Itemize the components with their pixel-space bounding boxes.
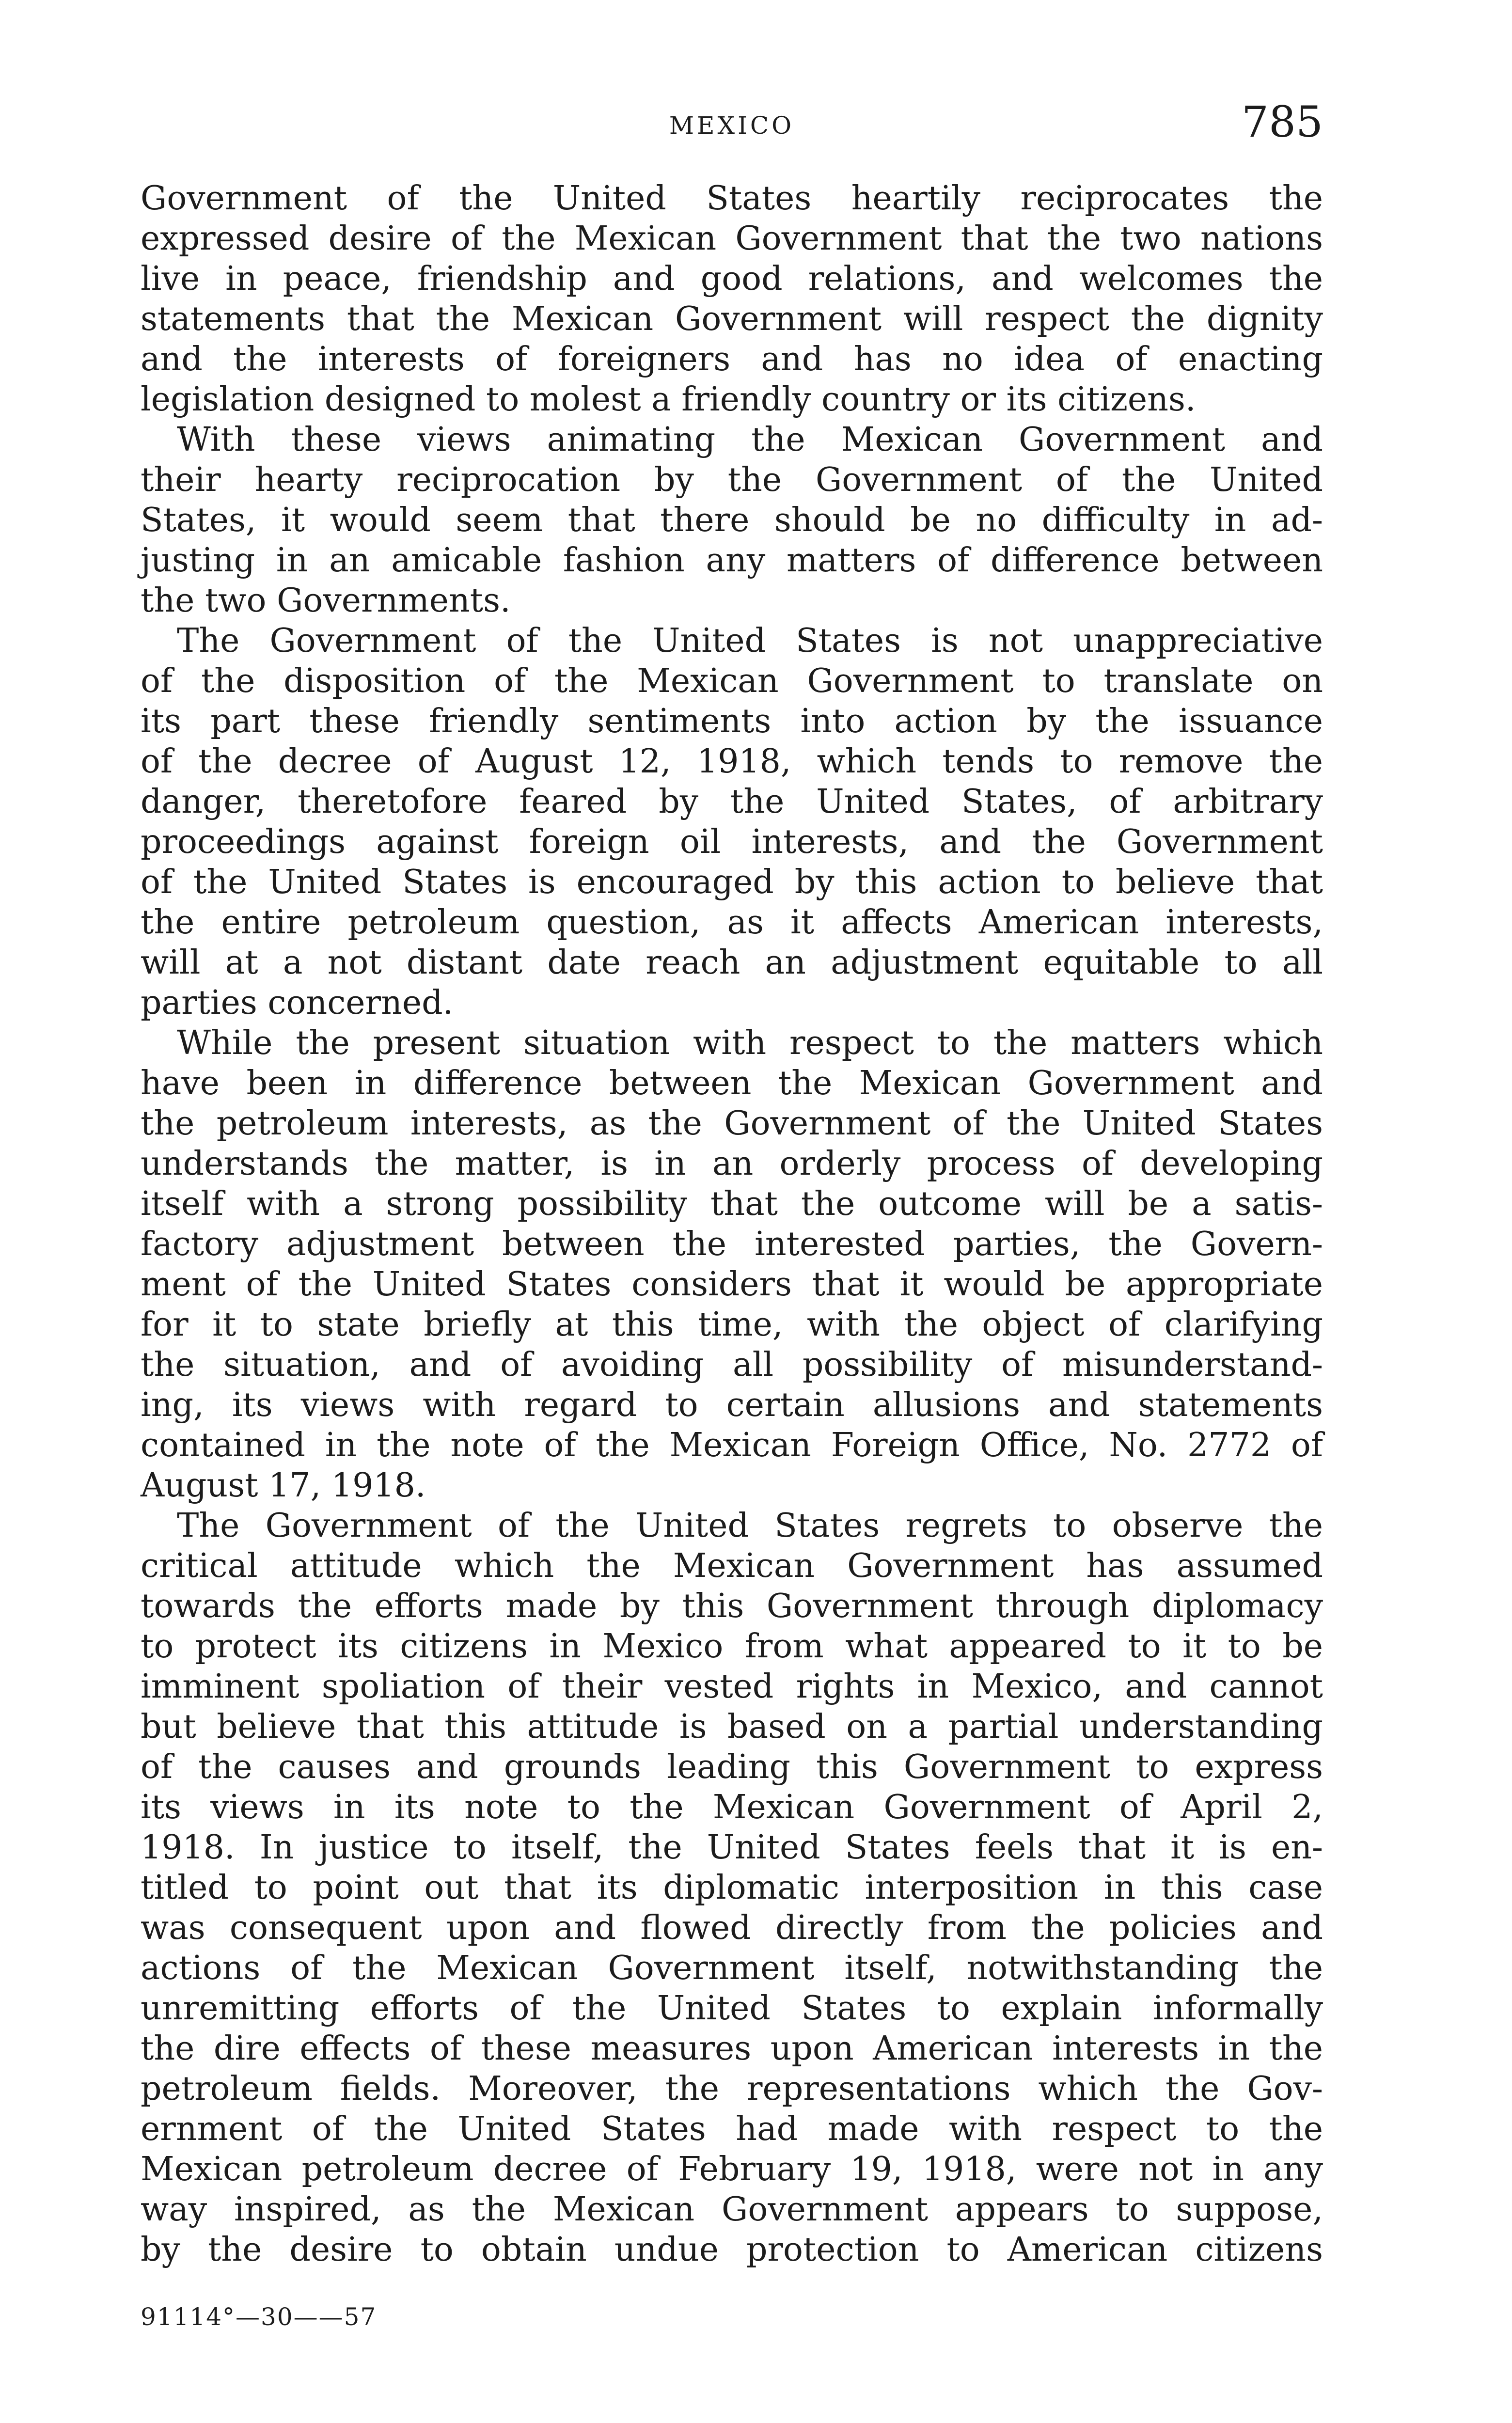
text-line: its views in its note to the Mexican Government of April 2, [141, 1788, 1323, 1826]
text-line: ment of the United States considers that it would be appropriate [141, 1265, 1323, 1304]
text-line: actions of the Mexican Government itself, notwithstanding the [141, 1949, 1323, 1987]
text-line: have been in difference between the Mexican Government and [141, 1064, 1323, 1102]
text-line: contained in the note of the Mexican Foreign Office, No. 2772 of [141, 1426, 1323, 1464]
text-line: imminent spoliation of their vested rights in Mexico, and cannot [141, 1668, 1323, 1706]
text-line: itself with a strong possibility that the outcome will be a satis- [141, 1185, 1323, 1223]
text-line: for it to state briefly at this time, with the object of clarifying [141, 1306, 1323, 1344]
text-line: parties concerned. [141, 984, 454, 1022]
text-line: way inspired, as the Mexican Government appears to suppose, [141, 2190, 1323, 2229]
text-line: by the desire to obtain undue protection to American citizens [141, 2231, 1323, 2269]
text-line: of the disposition of the Mexican Government to translate on [141, 662, 1323, 700]
text-line: expressed desire of the Mexican Government that the two nations [141, 220, 1323, 258]
text-line: August 17, 1918. [141, 1466, 426, 1505]
text-line: ing, its views with regard to certain allusions and statements [141, 1386, 1323, 1424]
text-line: the situation, and of avoiding all possibility of misunderstand- [141, 1346, 1323, 1384]
text-line: justing in an amicable fashion any matters of difference between [141, 541, 1323, 580]
text-line: ernment of the United States had made with respect to the [141, 2110, 1323, 2148]
text-line: titled to point out that its diplomatic interposition in this case [141, 1869, 1323, 1907]
text-line: 1918. In justice to itself, the United States feels that it is en- [141, 1828, 1323, 1867]
text-line: critical attitude which the Mexican Government has assumed [141, 1547, 1323, 1585]
printer-signature-mark: 91114°—30——57 [141, 2303, 377, 2331]
text-line: Government of the United States heartily reciprocates the [141, 179, 1323, 218]
text-line: live in peace, friendship and good relations, and welcomes the [141, 260, 1323, 298]
section-title: MEXICO [669, 111, 795, 140]
text-line: the entire petroleum question, as it affects American interests, [141, 903, 1323, 942]
text-line: Mexican petroleum decree of February 19, 1918, were not in any [141, 2150, 1323, 2188]
text-line: the petroleum interests, as the Government of the United States [141, 1104, 1323, 1143]
running-head [141, 97, 1323, 145]
text-line: danger, theretofore feared by the United States, of arbitrary [141, 783, 1323, 821]
text-line: of the causes and grounds leading this Government to express [141, 1748, 1323, 1786]
text-line: of the decree of August 12, 1918, which tends to remove the [141, 742, 1323, 781]
text-line: its part these friendly sentiments into action by the issuance [141, 702, 1323, 740]
text-line: the dire effects of these measures upon American interests in the [141, 2030, 1323, 2068]
text-line: proceedings against foreign oil interests, and the Government [141, 823, 1323, 861]
body-text [141, 178, 1323, 2270]
text-line: statements that the Mexican Government will respect the dignity [141, 300, 1323, 338]
text-line: unremitting efforts of the United States to explain informally [141, 1989, 1323, 2028]
text-line: petroleum fields. Moreover, the representations which the Gov- [141, 2070, 1323, 2108]
text-line: With these views animating the Mexican Government and [177, 421, 1323, 459]
page-number: 785 [1242, 97, 1323, 147]
text-line: of the United States is encouraged by this action to believe that [141, 863, 1323, 901]
text-line: The Government of the United States is not unappreciative [177, 622, 1323, 660]
text-line: the two Governments. [141, 582, 511, 620]
text-line: their hearty reciprocation by the Government of the United [141, 461, 1323, 499]
text-line: will at a not distant date reach an adjustment equitable to all [141, 944, 1323, 982]
text-line: The Government of the United States regrets to observe the [177, 1507, 1323, 1545]
text-line: While the present situation with respect to the matters which [177, 1024, 1323, 1062]
text-line: to protect its citizens in Mexico from what appeared to it to be [141, 1627, 1323, 1666]
text-line: towards the efforts made by this Government through diplomacy [141, 1587, 1323, 1625]
text-line: States, it would seem that there should be no difficulty in ad- [141, 501, 1323, 539]
text-line: legislation designed to molest a friendly country or its citizens. [141, 380, 1196, 419]
text-line: but believe that this attitude is based on a partial understanding [141, 1708, 1323, 1746]
text-line: and the interests of foreigners and has no idea of enacting [141, 340, 1323, 378]
text-line: factory adjustment between the interested parties, the Govern- [141, 1225, 1323, 1263]
text-line: understands the matter, is in an orderly process of developing [141, 1145, 1323, 1183]
text-line: was consequent upon and flowed directly from the policies and [141, 1909, 1323, 1947]
